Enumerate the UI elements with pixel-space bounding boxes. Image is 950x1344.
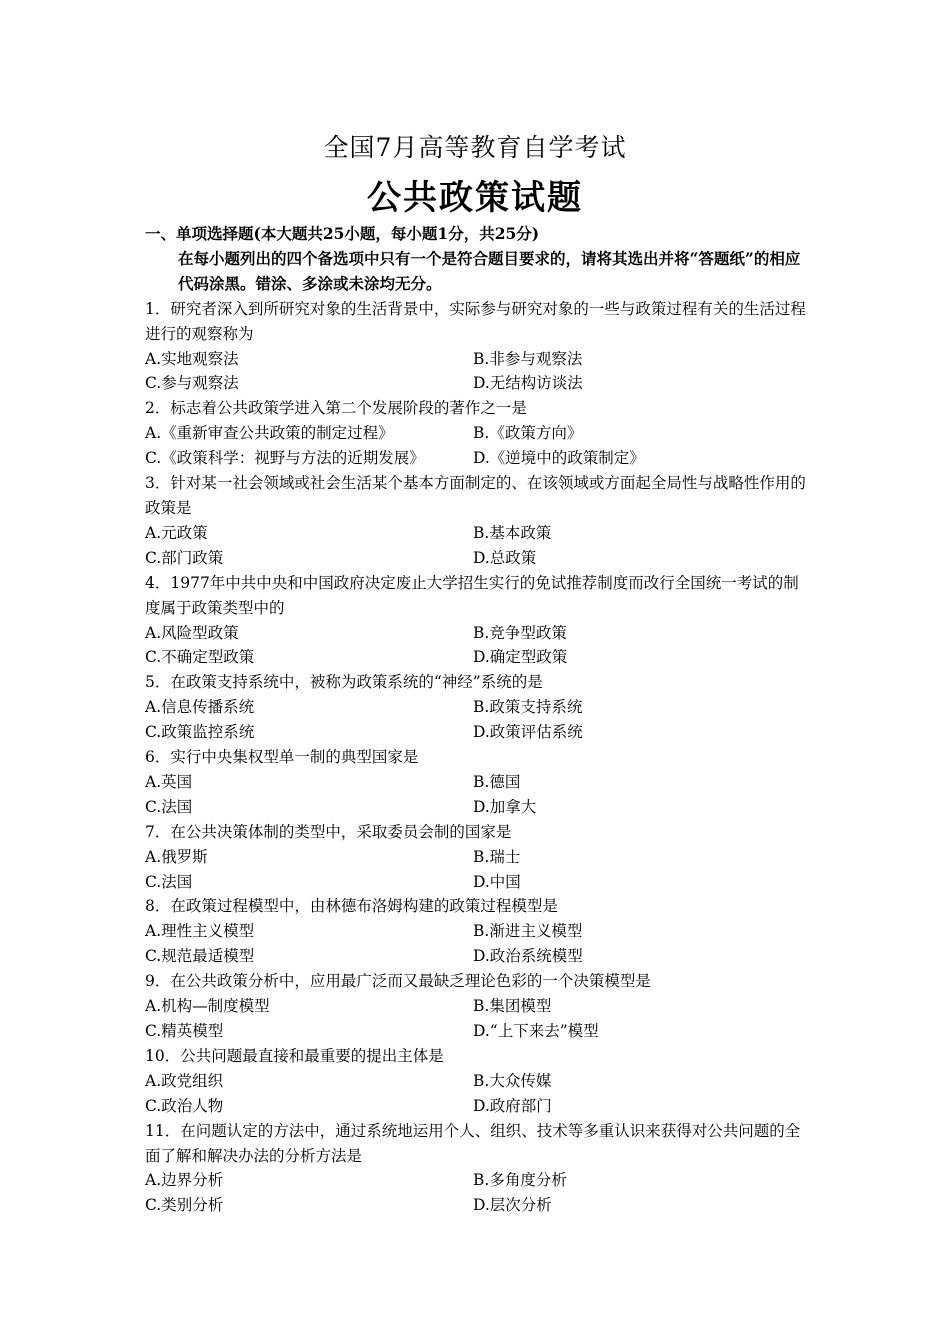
- option-row: [145, 421, 813, 446]
- section-instructions: 在每小题列出的四个备选项中只有一个是符合题目要求的，请将其选出并将“答题纸”的相应代码涂黑。错涂、多涂或未涂均无分。: [178, 248, 801, 293]
- question-9: [145, 969, 813, 1044]
- option-c: C.不确定型政策: [145, 648, 255, 667]
- question-stem: 4．1977年中共中央和中国政府决定废止大学招生实行的免试推荐制度而改行全国统一考试的制度属于政策类型中的: [145, 573, 799, 617]
- option-row: [145, 1094, 813, 1119]
- option-a: A.实地观察法: [145, 349, 239, 368]
- option-row: [145, 546, 813, 571]
- option-row: [145, 1069, 813, 1094]
- question-stem: 6．实行中央集权型单一制的典型国家是: [145, 748, 419, 767]
- option-a: A.信息传播系统: [145, 698, 255, 717]
- option-d: D.无结构访谈法: [473, 374, 583, 393]
- option-row: [145, 870, 813, 895]
- question-8: [145, 894, 813, 969]
- option-row: [145, 695, 813, 720]
- option-a: A.风险型政策: [145, 623, 239, 642]
- option-row: [145, 446, 813, 471]
- option-c: C.政策监控系统: [145, 723, 255, 742]
- option-d: D.总政策: [473, 548, 537, 567]
- option-c: C.法国: [145, 872, 193, 891]
- option-b: B.大众传媒: [473, 1071, 552, 1090]
- option-row: [145, 770, 813, 795]
- option-a: A.边界分析: [145, 1171, 224, 1190]
- question-7: [145, 820, 813, 895]
- option-c: C.政治人物: [145, 1096, 224, 1115]
- question-list: [145, 297, 813, 1219]
- option-b: B.集团模型: [473, 997, 552, 1016]
- option-row: [145, 1019, 813, 1044]
- option-a: A.俄罗斯: [145, 847, 208, 866]
- option-row: [145, 994, 813, 1019]
- question-stem: 3．针对某一社会领域或社会生活某个基本方面制定的、在该领域或方面起全局性与战略性作用的政策是: [145, 474, 806, 517]
- option-c: C.法国: [145, 797, 193, 816]
- question-10: [145, 1044, 813, 1119]
- option-row: [145, 1168, 813, 1193]
- option-b: B.瑞士: [473, 847, 521, 866]
- question-stem: 2．标志着公共政策学进入第二个发展阶段的著作之一是: [145, 399, 527, 418]
- option-a: A.政党组织: [145, 1071, 224, 1090]
- option-a: A.英国: [145, 772, 193, 791]
- option-c: C.类别分析: [145, 1196, 224, 1215]
- option-d: D.确定型政策: [473, 648, 568, 667]
- option-c: C.精英模型: [145, 1022, 224, 1040]
- option-a: A.《重新审查公共政策的制定过程》: [145, 424, 394, 443]
- option-a: A.理性主义模型: [145, 922, 255, 941]
- option-row: [145, 919, 813, 944]
- option-d: D.政策评估系统: [473, 723, 583, 742]
- option-b: B.德国: [473, 772, 521, 791]
- option-d: D.政府部门: [473, 1096, 552, 1115]
- question-stem: 11．在问题认定的方法中，通过系统地运用个人、组织、技术等多重认识来获得对公共问题的全面了解和解决办法的分析方法是: [145, 1121, 801, 1165]
- option-d: D.“上下来去”模型: [473, 1022, 599, 1040]
- question-stem: 9．在公共政策分析中，应用最广泛而又最缺乏理论色彩的一个决策模型是: [145, 972, 651, 991]
- option-row: [145, 621, 813, 646]
- option-d: D.政治系统模型: [473, 947, 583, 966]
- option-c: C.规范最适模型: [145, 947, 255, 966]
- option-row: [145, 720, 813, 745]
- section-heading: 一、单项选择题(本大题共25小题，每小题1分，共25分): [145, 224, 540, 243]
- question-3: [145, 471, 813, 571]
- option-row: [145, 371, 813, 396]
- option-row: [145, 795, 813, 820]
- question-1: [145, 297, 813, 397]
- option-b: B.竞争型政策: [473, 623, 567, 642]
- option-row: [145, 1193, 813, 1218]
- option-b: B.《政策方向》: [473, 424, 583, 443]
- option-b: B.渐进主义模型: [473, 922, 583, 941]
- option-row: [145, 521, 813, 546]
- question-stem: 1．研究者深入到所研究对象的生活背景中，实际参与研究对象的一些与政策过程有关的生活过程进行的观察称为: [145, 299, 806, 343]
- subject-title: 公共政策试题: [367, 178, 583, 218]
- option-a: A.元政策: [145, 523, 208, 542]
- option-d: D.《逆境中的政策制定》: [473, 449, 645, 468]
- option-row: [145, 845, 813, 870]
- option-b: B.多角度分析: [473, 1171, 567, 1190]
- option-d: D.中国: [473, 872, 521, 891]
- option-row: [145, 645, 813, 670]
- option-a: A.机构—制度模型: [145, 997, 270, 1016]
- option-c: C.部门政策: [145, 548, 224, 567]
- question-stem: 7．在公共决策体制的类型中，采取委员会制的国家是: [145, 822, 512, 841]
- exam-title: 全国7月高等教育自学考试: [323, 133, 627, 162]
- option-d: D.层次分析: [473, 1196, 552, 1215]
- option-b: B.基本政策: [473, 523, 552, 542]
- question-5: [145, 670, 813, 745]
- option-b: B.非参与观察法: [473, 349, 583, 368]
- option-c: C.《政策科学：视野与方法的近期发展》: [145, 449, 425, 468]
- exam-content: [145, 222, 813, 1218]
- option-row: [145, 347, 813, 372]
- option-d: D.加拿大: [473, 797, 537, 816]
- question-11: [145, 1119, 813, 1219]
- question-stem: 5．在政策支持系统中，被称为政策系统的“神经”系统的是: [145, 673, 543, 692]
- option-c: C.参与观察法: [145, 374, 239, 393]
- option-b: B.政策支持系统: [473, 698, 583, 717]
- question-stem: 10．公共问题最直接和最重要的提出主体是: [145, 1046, 444, 1065]
- question-4: [145, 571, 813, 671]
- question-stem: 8．在政策过程模型中，由林德布洛姆构建的政策过程模型是: [145, 897, 558, 916]
- question-6: [145, 745, 813, 820]
- option-row: [145, 944, 813, 969]
- question-2: [145, 396, 813, 471]
